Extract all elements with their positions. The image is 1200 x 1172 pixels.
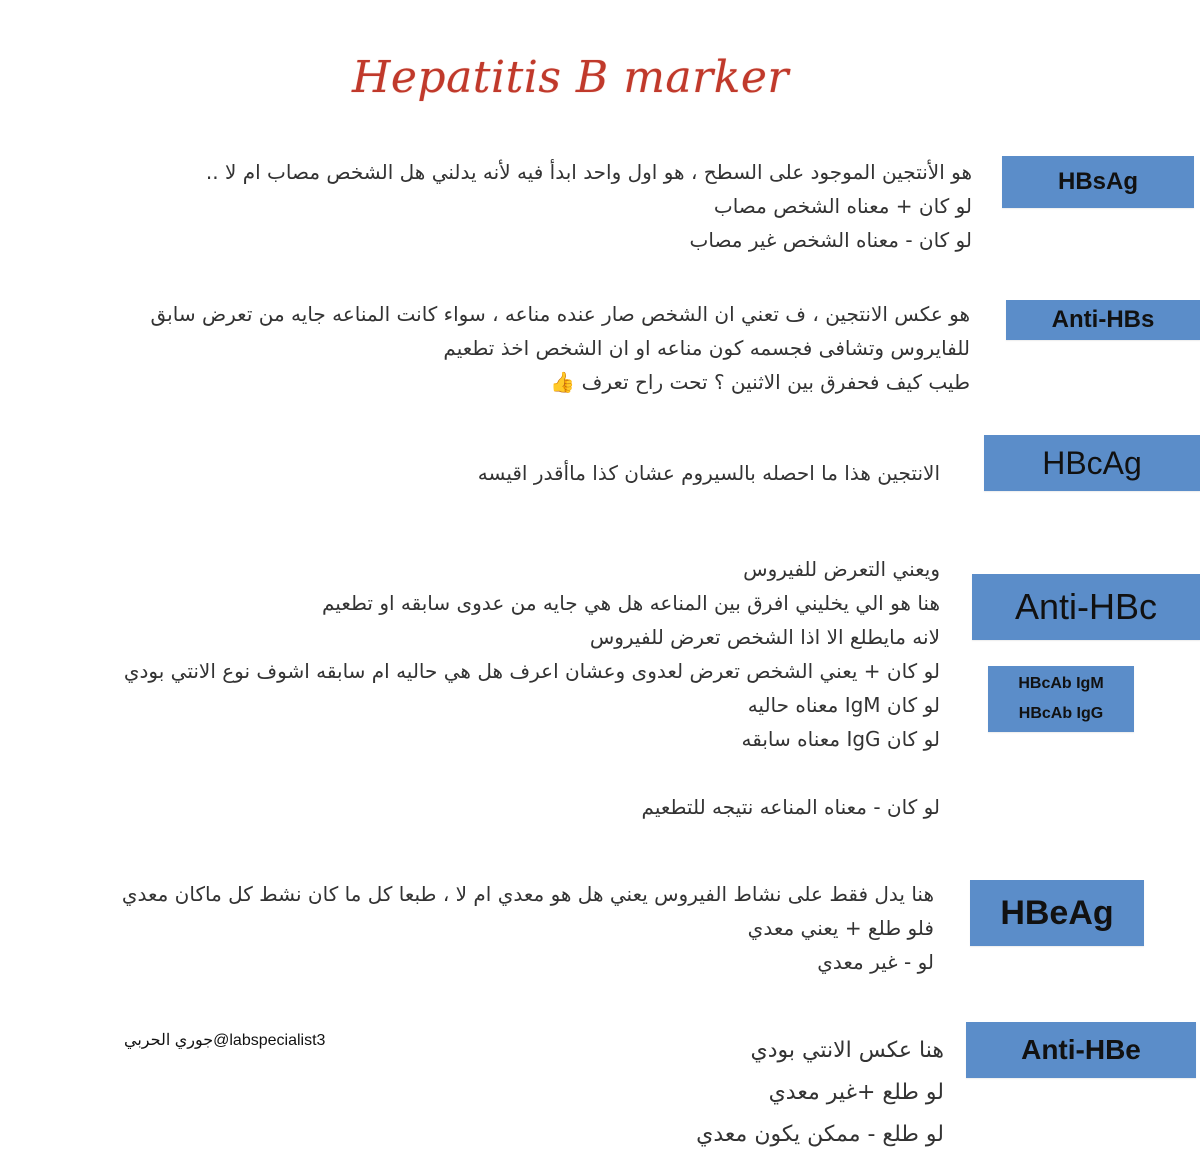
anti-hbc-description: [124, 552, 940, 756]
author-credit: جوري الحربي@labspecialist3: [124, 1032, 326, 1049]
hbcab-igm-label: HBcAb IgM: [1018, 675, 1104, 692]
page-title: Hepatitis B marker: [352, 52, 789, 103]
anti-hbe-description: [696, 1030, 944, 1156]
hbcab-igg-label: HBcAb IgG: [1018, 705, 1104, 722]
anti-hbs-description: [151, 297, 971, 399]
hbeag-line-3: لو - غير معدي: [817, 950, 934, 974]
anti-hbs-line-3: طيب كيف فحفرق بين الاثنين ؟ تحت راح تعرف 👍: [550, 370, 970, 394]
anti-hbc-line-2: هنا هو الي يخليني افرق بين المناعه هل هي جايه من عدوى سابقه او تطعيم: [322, 591, 940, 615]
anti-hbc-line-4: لو كان + يعني الشخص تعرض لعدوى وعشان اعرف هل هي حاليه ام سابقه اشوف نوع الانتي بودي: [123, 659, 940, 683]
anti-hbe-line-3: لو طلع - ممكن يكون معدي: [696, 1122, 944, 1147]
anti-hbc-line-6: لو كان IgG معناه سابقه: [741, 727, 940, 751]
marker-anti-hbe-box: Anti-HBe: [966, 1022, 1196, 1078]
anti-hbc-negative-note: [642, 790, 940, 824]
marker-hbeag-box: HBeAg: [970, 880, 1144, 946]
marker-hbsag-box: HBsAg: [1002, 156, 1194, 208]
anti-hbc-line-5: لو كان IgM معناه حاليه: [747, 693, 940, 717]
anti-hbs-line-1: هو عكس الانتجين ، ف تعني ان الشخص صار عنده مناعه ، سواء كانت المناعه جايه من تعرض سابق: [150, 302, 970, 326]
hbsag-line-3: لو كان - معناه الشخص غير مصاب: [689, 228, 972, 252]
marker-anti-hbc-box: Anti-HBc: [972, 574, 1200, 640]
hbcag-description: [478, 456, 940, 490]
marker-anti-hbs-box: Anti-HBs: [1006, 300, 1200, 340]
hbcag-line-1: الانتجين هذا ما احصله بالسيروم عشان كذا ماأقدر اقيسه: [477, 461, 940, 485]
hbsag-line-1: هو الأنتجين الموجود على السطح ، هو اول واحد ابدأ فيه لأنه يدلني هل الشخص مصاب ام لا ..: [205, 160, 972, 184]
anti-hbe-line-2: لو طلع +غير معدي: [768, 1080, 944, 1105]
hbsag-description: [206, 155, 972, 257]
hbsag-line-2: لو كان + معناه الشخص مصاب: [713, 194, 972, 218]
hbeag-line-2: فلو طلع + يعني معدي: [747, 916, 934, 940]
anti-hbe-line-1: هنا عكس الانتي بودي: [750, 1038, 944, 1063]
marker-hbcag-box: HBcAg: [984, 435, 1200, 491]
hbcab-subtypes-box: [988, 666, 1134, 732]
anti-hbc-line-1: ويعني التعرض للفيروس: [743, 557, 940, 581]
hbeag-description: [122, 877, 934, 979]
anti-hbc-negative-line: لو كان - معناه المناعه نتيجه للتطعيم: [641, 795, 940, 819]
anti-hbc-line-3: لانه مايطلع الا اذا الشخص تعرض للفيروس: [589, 625, 940, 649]
hbeag-line-1: هنا يدل فقط على نشاط الفيروس يعني هل هو معدي ام لا ، طبعا كل ما كان نشط كل ماكان معدي: [121, 882, 934, 906]
anti-hbs-line-2: للفايروس وتشافى فجسمه كون مناعه او ان الشخص اخذ تطعيم: [443, 336, 970, 360]
